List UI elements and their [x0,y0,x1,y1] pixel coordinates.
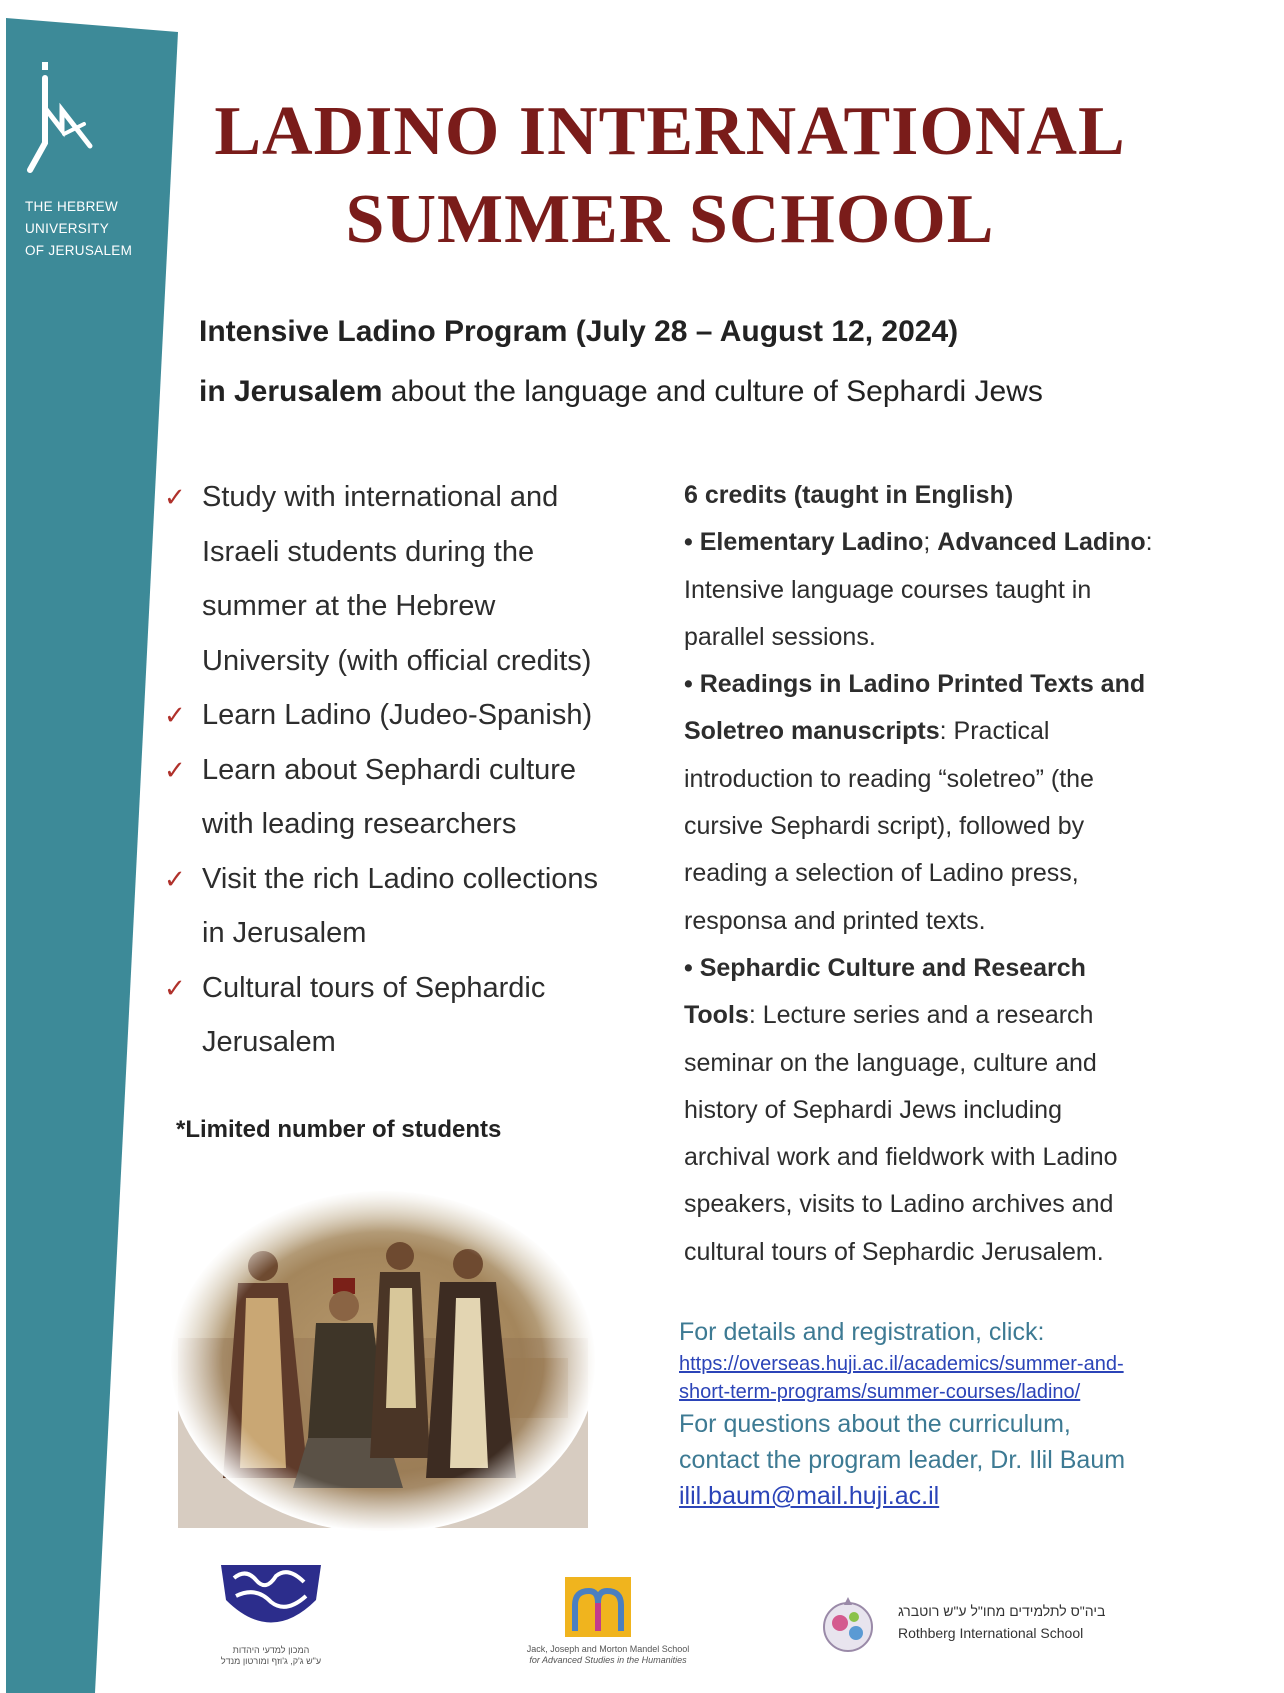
logo-caption: Jack, Joseph and Morton Mandel School [526,1644,690,1654]
logo-hebrew-text: ביה"ס לתלמידים מחו"ל ע"ש רוטברג [898,1603,1106,1619]
program-subtitle [199,302,1159,422]
mandel-school-emblem-icon [563,1575,633,1639]
list-item-line: with leading researchers [202,808,517,840]
logo-caption: המכון למדעי היהדות [232,1645,310,1655]
registration-link[interactable] [679,1350,1179,1406]
rothberg-emblem-icon [818,1595,878,1655]
course-title-colon: : [748,1001,756,1030]
list-item [160,743,650,852]
details-label: For details and registration, click: [679,1318,1045,1346]
university-name-line: UNIVERSITY [25,221,110,236]
list-item [160,961,650,1070]
questions-line: contact the program leader, Dr. Ilil Baum [679,1446,1126,1474]
list-item [160,470,650,688]
list-item-line: University (with official credits) [202,644,592,677]
sephardi-family-photo [168,1188,598,1535]
credits-heading: 6 credits (taught in English) [684,481,1014,509]
course-description: Practical introduction to reading “soletreo” (the cursive Sephardi script), followed by reading a selection of Ladino press, responsa and printed texts. [684,717,1094,935]
huji-logo-icon [22,58,102,188]
course-description: Lecture series and a research seminar on the language, culture and history of Sephardi Jews including archival work and fieldwork with Ladino speakers, visits to Ladino archives and cultural tours of Sephardic Jerusalem. [684,1001,1118,1266]
bullet: • [684,528,700,557]
list-item-line: Visit the rich Ladino collections [202,862,599,895]
checkmark-icon: ✓ [164,972,186,1003]
title-line-1: LADINO INTERNATIONAL [214,93,1126,170]
rothberg-school-logo [818,1595,1138,1690]
logo-caption: ע"ש ג'ק, ג'וזף ומורטון מנדל [220,1656,322,1666]
registration-link-line: short-term-programs/summer-courses/ladino/ [679,1381,1081,1403]
questions-line: For questions about the curriculum, [679,1410,1071,1438]
university-name [25,196,165,262]
list-item-line: Study with international and [202,481,559,513]
list-item [160,852,650,961]
course-title-separator: ; [923,528,938,557]
course-item [684,661,1154,945]
mandel-school-logo [508,1575,708,1690]
limited-note: *Limited number of students [176,1116,502,1143]
logo-caption: for Advanced Studies in the Humanities [529,1655,687,1665]
title-line-2: SUMMER SCHOOL [345,181,995,258]
bullet: • [684,670,700,699]
list-item-line: Jerusalem [202,1026,336,1058]
contact-section [679,1314,1179,1514]
course-description: Intensive language courses taught in parallel sessions. [684,575,1092,651]
checkmark-icon: ✓ [164,863,186,894]
list-item-line: Israeli students during the [202,535,535,568]
bullet: • [684,953,700,982]
course-title: Advanced Ladino [937,528,1146,557]
checkmark-icon: ✓ [164,482,186,512]
university-name-line: THE HEBREW [25,199,119,214]
page-title [190,88,1150,264]
program-location [199,362,1159,422]
course-item [684,945,1154,1276]
list-item-line: Cultural tours of Sephardic [202,971,546,1004]
list-item-line: summer at the Hebrew [202,590,496,622]
courses-section [684,472,1154,1276]
list-item [160,688,650,743]
program-location-rest: about the language and culture of Sephardi Jews [382,375,1043,408]
course-title-colon: : [1145,528,1153,557]
course-title: Sephardic Culture and Research Tools [684,953,1086,1030]
program-location-bold: in Jerusalem [199,375,383,408]
registration-link-line: https://overseas.huji.ac.il/academics/summer-and- [679,1353,1124,1375]
checkmark-icon: ✓ [164,754,186,785]
mandel-institute-emblem-icon [216,1560,326,1640]
logo-english-text: Rothberg International School [898,1625,1084,1641]
course-title: Readings in Ladino Printed Texts and Soletreo manuscripts [684,670,1146,746]
email-link[interactable]: ilil.baum@mail.huji.ac.il [679,1482,940,1510]
university-name-line: OF JERUSALEM [25,243,133,258]
checkmark-icon: ✓ [164,700,186,730]
course-title: Elementary Ladino [699,528,924,557]
list-item-line: Learn Ladino (Judeo-Spanish) [202,699,593,731]
list-item-line: Learn about Sephardi culture [202,753,577,786]
mandel-institute-logo [196,1560,346,1685]
benefits-list [160,470,650,1070]
course-item [684,519,1154,661]
course-title-colon: : [939,717,947,746]
program-dates: Intensive Ladino Program (July 28 – August 12, 2024) [199,315,959,348]
list-item-line: in Jerusalem [202,917,367,949]
